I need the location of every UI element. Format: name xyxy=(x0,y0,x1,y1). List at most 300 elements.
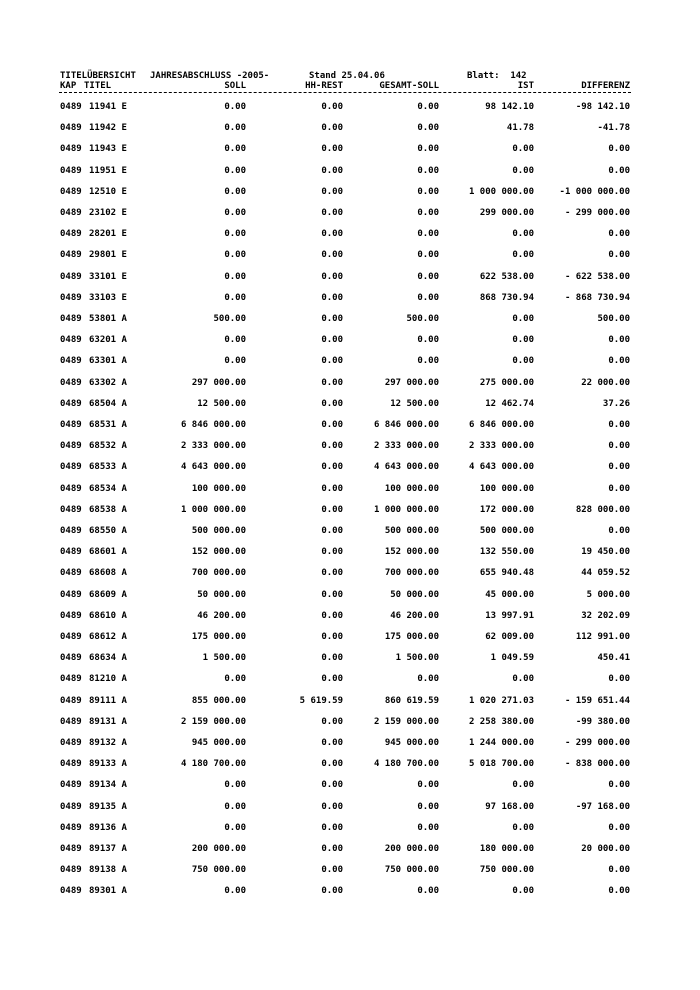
cell-differenz: - 159 651.44 xyxy=(564,695,630,706)
cell-differenz: 0.00 xyxy=(608,250,630,261)
table-row xyxy=(0,377,700,389)
cell-hh-rest: 0.00 xyxy=(321,165,343,176)
cell-titel: 68504 A xyxy=(89,398,127,409)
table-row xyxy=(0,546,700,558)
cell-titel: 68612 A xyxy=(89,632,127,642)
cell-kap: 0489 xyxy=(60,738,82,748)
cell-differenz: 828 000.00 xyxy=(575,504,630,515)
cell-ist: 0.00 xyxy=(512,674,534,685)
cell-gesamt-soll: 4 643 000.00 xyxy=(373,462,439,473)
cell-titel: 63201 A xyxy=(89,335,127,346)
table-row xyxy=(0,440,700,452)
cell-kap: 0489 xyxy=(60,377,82,388)
cell-ist: 13 997.91 xyxy=(485,610,534,621)
cell-soll: 0.00 xyxy=(224,780,246,791)
cell-hh-rest: 0.00 xyxy=(321,398,343,409)
cell-gesamt-soll: 2 159 000.00 xyxy=(373,716,439,727)
cell-titel: 89131 A xyxy=(89,716,127,727)
cell-ist: 45 000.00 xyxy=(485,589,534,600)
cell-soll: 4 643 000.00 xyxy=(180,462,246,473)
cell-kap: 0489 xyxy=(60,886,82,897)
cell-gesamt-soll: 0.00 xyxy=(417,674,439,685)
cell-differenz: 0.00 xyxy=(608,483,630,494)
table-row xyxy=(0,801,700,813)
cell-gesamt-soll: 0.00 xyxy=(417,229,439,240)
table-row xyxy=(0,313,700,325)
cell-differenz: - 622 538.00 xyxy=(564,271,630,282)
cell-ist: 6 846 000.00 xyxy=(468,420,534,430)
cell-gesamt-soll: 700 000.00 xyxy=(384,568,439,579)
cell-kap: 0489 xyxy=(60,716,82,727)
table-row xyxy=(0,843,700,855)
cell-soll: 0.00 xyxy=(224,271,246,282)
cell-hh-rest: 0.00 xyxy=(321,123,343,134)
table-row xyxy=(0,207,700,219)
cell-ist: 100 000.00 xyxy=(479,483,534,494)
cell-kap: 0489 xyxy=(60,568,82,579)
cell-differenz: - 868 730.94 xyxy=(564,292,630,303)
cell-differenz: 5 000.00 xyxy=(586,589,630,600)
cell-hh-rest: 0.00 xyxy=(321,335,343,346)
table-row xyxy=(0,355,700,367)
table-row xyxy=(0,567,700,579)
table-row xyxy=(0,737,700,749)
cell-ist: 655 940.48 xyxy=(479,568,534,579)
cell-differenz: 0.00 xyxy=(608,420,630,430)
table-row xyxy=(0,271,700,283)
cell-soll: 750 000.00 xyxy=(191,865,246,876)
cell-hh-rest: 0.00 xyxy=(321,462,343,473)
cell-gesamt-soll: 46 200.00 xyxy=(390,610,439,621)
cell-ist: 1 244 000.00 xyxy=(468,738,534,748)
table-row xyxy=(0,652,700,664)
cell-hh-rest: 0.00 xyxy=(321,250,343,261)
cell-hh-rest: 0.00 xyxy=(321,208,343,218)
cell-ist: 0.00 xyxy=(512,250,534,261)
cell-kap: 0489 xyxy=(60,801,82,812)
cell-kap: 0489 xyxy=(60,271,82,282)
cell-soll: 12 500.00 xyxy=(197,398,246,409)
table-row xyxy=(0,334,700,346)
cell-hh-rest: 0.00 xyxy=(321,420,343,430)
cell-soll: 100 000.00 xyxy=(191,483,246,494)
table-row xyxy=(0,822,700,834)
cell-gesamt-soll: 0.00 xyxy=(417,335,439,346)
cell-titel: 11941 E xyxy=(89,102,127,112)
cell-differenz: -1 000 000.00 xyxy=(559,186,630,197)
table-row xyxy=(0,186,700,198)
cell-titel: 68601 A xyxy=(89,547,127,558)
table-row xyxy=(0,589,700,601)
report-date: Stand 25.04.06 xyxy=(309,71,385,81)
cell-differenz: 0.00 xyxy=(608,165,630,176)
cell-differenz: 0.00 xyxy=(608,822,630,833)
page-number: Blatt: 142 xyxy=(467,71,527,81)
cell-kap: 0489 xyxy=(60,356,82,367)
cell-gesamt-soll: 0.00 xyxy=(417,292,439,303)
cell-titel: 89136 A xyxy=(89,822,127,833)
cell-hh-rest: 0.00 xyxy=(321,865,343,876)
cell-titel: 11943 E xyxy=(89,144,127,155)
table-row xyxy=(0,716,700,728)
table-row xyxy=(0,610,700,622)
cell-ist: 0.00 xyxy=(512,335,534,346)
cell-ist: 5 018 700.00 xyxy=(468,759,534,770)
cell-differenz: 450.41 xyxy=(597,653,630,664)
cell-titel: 29801 E xyxy=(89,250,127,261)
cell-soll: 0.00 xyxy=(224,886,246,897)
cell-gesamt-soll: 1 500.00 xyxy=(395,653,439,664)
cell-gesamt-soll: 1 000 000.00 xyxy=(373,504,439,515)
cell-soll: 175 000.00 xyxy=(191,632,246,642)
cell-soll: 4 180 700.00 xyxy=(180,759,246,770)
cell-gesamt-soll: 860 619.59 xyxy=(384,695,439,706)
cell-hh-rest: 0.00 xyxy=(321,674,343,685)
cell-hh-rest: 0.00 xyxy=(321,780,343,791)
column-header-soll: SOLL xyxy=(224,81,246,91)
table-row xyxy=(0,631,700,643)
cell-gesamt-soll: 0.00 xyxy=(417,208,439,218)
cell-soll: 855 000.00 xyxy=(191,695,246,706)
cell-hh-rest: 0.00 xyxy=(321,314,343,324)
cell-soll: 0.00 xyxy=(224,144,246,155)
cell-kap: 0489 xyxy=(60,844,82,854)
table-row xyxy=(0,249,700,261)
column-header-ist: IST xyxy=(517,81,534,91)
cell-ist: 299 000.00 xyxy=(479,208,534,218)
cell-titel: 68550 A xyxy=(89,526,127,536)
report-subtitle: JAHRESABSCHLUSS -2005- xyxy=(150,71,270,81)
cell-kap: 0489 xyxy=(60,250,82,261)
cell-gesamt-soll: 0.00 xyxy=(417,186,439,197)
cell-differenz: - 838 000.00 xyxy=(564,759,630,770)
table-row xyxy=(0,419,700,431)
cell-titel: 23102 E xyxy=(89,208,127,218)
cell-differenz: -41.78 xyxy=(597,123,630,134)
cell-kap: 0489 xyxy=(60,547,82,558)
cell-differenz: -97 168.00 xyxy=(575,801,630,812)
cell-hh-rest: 0.00 xyxy=(321,547,343,558)
cell-differenz: 0.00 xyxy=(608,780,630,791)
cell-soll: 0.00 xyxy=(224,229,246,240)
table-row xyxy=(0,461,700,473)
cell-kap: 0489 xyxy=(60,632,82,642)
cell-soll: 0.00 xyxy=(224,250,246,261)
cell-differenz: 19 450.00 xyxy=(581,547,630,558)
cell-kap: 0489 xyxy=(60,144,82,155)
cell-kap: 0489 xyxy=(60,780,82,791)
cell-hh-rest: 0.00 xyxy=(321,759,343,770)
cell-differenz: 0.00 xyxy=(608,526,630,536)
cell-hh-rest: 0.00 xyxy=(321,653,343,664)
cell-hh-rest: 0.00 xyxy=(321,822,343,833)
cell-kap: 0489 xyxy=(60,759,82,770)
cell-soll: 700 000.00 xyxy=(191,568,246,579)
cell-differenz: - 299 000.00 xyxy=(564,208,630,218)
cell-ist: 0.00 xyxy=(512,356,534,367)
cell-titel: 68609 A xyxy=(89,589,127,600)
cell-soll: 0.00 xyxy=(224,822,246,833)
cell-kap: 0489 xyxy=(60,695,82,706)
cell-hh-rest: 0.00 xyxy=(321,801,343,812)
cell-titel: 89132 A xyxy=(89,738,127,748)
cell-gesamt-soll: 50 000.00 xyxy=(390,589,439,600)
cell-hh-rest: 0.00 xyxy=(321,292,343,303)
cell-ist: 1 049.59 xyxy=(490,653,534,664)
cell-hh-rest: 0.00 xyxy=(321,377,343,388)
cell-hh-rest: 0.00 xyxy=(321,738,343,748)
cell-kap: 0489 xyxy=(60,441,82,452)
cell-differenz: 0.00 xyxy=(608,886,630,897)
cell-gesamt-soll: 0.00 xyxy=(417,886,439,897)
cell-soll: 297 000.00 xyxy=(191,377,246,388)
cell-ist: 868 730.94 xyxy=(479,292,534,303)
cell-soll: 0.00 xyxy=(224,801,246,812)
cell-soll: 500 000.00 xyxy=(191,526,246,536)
cell-titel: 89111 A xyxy=(89,695,127,706)
cell-ist: 98 142.10 xyxy=(485,102,534,112)
cell-ist: 2 258 380.00 xyxy=(468,716,534,727)
cell-titel: 89134 A xyxy=(89,780,127,791)
cell-titel: 89135 A xyxy=(89,801,127,812)
cell-ist: 0.00 xyxy=(512,229,534,240)
cell-soll: 200 000.00 xyxy=(191,844,246,854)
table-row xyxy=(0,864,700,876)
cell-gesamt-soll: 0.00 xyxy=(417,165,439,176)
cell-gesamt-soll: 500.00 xyxy=(406,314,439,324)
cell-soll: 1 000 000.00 xyxy=(180,504,246,515)
cell-hh-rest: 0.00 xyxy=(321,504,343,515)
cell-titel: 68608 A xyxy=(89,568,127,579)
cell-ist: 12 462.74 xyxy=(485,398,534,409)
cell-ist: 172 000.00 xyxy=(479,504,534,515)
cell-hh-rest: 0.00 xyxy=(321,483,343,494)
cell-kap: 0489 xyxy=(60,292,82,303)
cell-gesamt-soll: 0.00 xyxy=(417,144,439,155)
cell-differenz: -99 380.00 xyxy=(575,716,630,727)
cell-differenz: 112 991.00 xyxy=(575,632,630,642)
cell-hh-rest: 5 619.59 xyxy=(299,695,343,706)
cell-hh-rest: 0.00 xyxy=(321,526,343,536)
cell-hh-rest: 0.00 xyxy=(321,844,343,854)
cell-hh-rest: 0.00 xyxy=(321,441,343,452)
cell-kap: 0489 xyxy=(60,165,82,176)
cell-titel: 68531 A xyxy=(89,420,127,430)
cell-soll: 0.00 xyxy=(224,123,246,134)
cell-gesamt-soll: 152 000.00 xyxy=(384,547,439,558)
cell-ist: 0.00 xyxy=(512,780,534,791)
cell-differenz: 500.00 xyxy=(597,314,630,324)
table-row xyxy=(0,483,700,495)
cell-titel: 11942 E xyxy=(89,123,127,134)
table-row xyxy=(0,758,700,770)
cell-hh-rest: 0.00 xyxy=(321,716,343,727)
cell-ist: 0.00 xyxy=(512,822,534,833)
cell-titel: 53801 A xyxy=(89,314,127,324)
cell-kap: 0489 xyxy=(60,610,82,621)
table-row xyxy=(0,228,700,240)
table-row xyxy=(0,101,700,113)
cell-titel: 33101 E xyxy=(89,271,127,282)
cell-gesamt-soll: 945 000.00 xyxy=(384,738,439,748)
cell-gesamt-soll: 200 000.00 xyxy=(384,844,439,854)
cell-gesamt-soll: 100 000.00 xyxy=(384,483,439,494)
cell-differenz: 0.00 xyxy=(608,229,630,240)
cell-titel: 89137 A xyxy=(89,844,127,854)
cell-kap: 0489 xyxy=(60,186,82,197)
column-header-hh-rest: HH-REST xyxy=(305,81,343,91)
cell-kap: 0489 xyxy=(60,314,82,324)
cell-gesamt-soll: 6 846 000.00 xyxy=(373,420,439,430)
cell-gesamt-soll: 0.00 xyxy=(417,780,439,791)
cell-gesamt-soll: 12 500.00 xyxy=(390,398,439,409)
cell-gesamt-soll: 0.00 xyxy=(417,271,439,282)
cell-gesamt-soll: 0.00 xyxy=(417,102,439,112)
cell-differenz: 0.00 xyxy=(608,865,630,876)
cell-soll: 0.00 xyxy=(224,102,246,112)
cell-gesamt-soll: 0.00 xyxy=(417,801,439,812)
cell-titel: 63302 A xyxy=(89,377,127,388)
cell-gesamt-soll: 297 000.00 xyxy=(384,377,439,388)
cell-ist: 0.00 xyxy=(512,165,534,176)
cell-ist: 622 538.00 xyxy=(479,271,534,282)
cell-differenz: 22 000.00 xyxy=(581,377,630,388)
cell-kap: 0489 xyxy=(60,526,82,536)
cell-hh-rest: 0.00 xyxy=(321,886,343,897)
cell-hh-rest: 0.00 xyxy=(321,589,343,600)
table-row xyxy=(0,165,700,177)
cell-titel: 89138 A xyxy=(89,865,127,876)
cell-soll: 50 000.00 xyxy=(197,589,246,600)
cell-titel: 68634 A xyxy=(89,653,127,664)
cell-titel: 28201 E xyxy=(89,229,127,240)
cell-ist: 0.00 xyxy=(512,144,534,155)
cell-soll: 0.00 xyxy=(224,292,246,303)
cell-ist: 132 550.00 xyxy=(479,547,534,558)
cell-kap: 0489 xyxy=(60,589,82,600)
cell-soll: 2 159 000.00 xyxy=(180,716,246,727)
cell-ist: 4 643 000.00 xyxy=(468,462,534,473)
cell-titel: 63301 A xyxy=(89,356,127,367)
report-title: TITELÜBERSICHT xyxy=(60,71,136,81)
table-row xyxy=(0,885,700,897)
table-row xyxy=(0,292,700,304)
cell-gesamt-soll: 4 180 700.00 xyxy=(373,759,439,770)
cell-ist: 2 333 000.00 xyxy=(468,441,534,452)
table-row xyxy=(0,673,700,685)
table-row xyxy=(0,398,700,410)
cell-kap: 0489 xyxy=(60,462,82,473)
column-header-gesamt-soll: GESAMT-SOLL xyxy=(379,81,439,91)
cell-kap: 0489 xyxy=(60,483,82,494)
table-row xyxy=(0,695,700,707)
cell-kap: 0489 xyxy=(60,229,82,240)
cell-hh-rest: 0.00 xyxy=(321,356,343,367)
header-separator xyxy=(59,92,631,93)
cell-gesamt-soll: 0.00 xyxy=(417,123,439,134)
cell-soll: 152 000.00 xyxy=(191,547,246,558)
cell-gesamt-soll: 500 000.00 xyxy=(384,526,439,536)
cell-ist: 275 000.00 xyxy=(479,377,534,388)
cell-differenz: 0.00 xyxy=(608,335,630,346)
cell-kap: 0489 xyxy=(60,102,82,112)
cell-ist: 180 000.00 xyxy=(479,844,534,854)
cell-gesamt-soll: 2 333 000.00 xyxy=(373,441,439,452)
cell-titel: 89133 A xyxy=(89,759,127,770)
cell-gesamt-soll: 0.00 xyxy=(417,356,439,367)
cell-kap: 0489 xyxy=(60,123,82,134)
cell-soll: 0.00 xyxy=(224,674,246,685)
cell-soll: 46 200.00 xyxy=(197,610,246,621)
cell-hh-rest: 0.00 xyxy=(321,144,343,155)
cell-differenz: -98 142.10 xyxy=(575,102,630,112)
cell-soll: 1 500.00 xyxy=(202,653,246,664)
cell-ist: 1 000 000.00 xyxy=(468,186,534,197)
cell-ist: 41.78 xyxy=(506,123,534,134)
table-row xyxy=(0,122,700,134)
cell-ist: 500 000.00 xyxy=(479,526,534,536)
cell-kap: 0489 xyxy=(60,335,82,346)
cell-soll: 500.00 xyxy=(213,314,246,324)
cell-hh-rest: 0.00 xyxy=(321,229,343,240)
cell-differenz: 20 000.00 xyxy=(581,844,630,854)
cell-hh-rest: 0.00 xyxy=(321,186,343,197)
cell-hh-rest: 0.00 xyxy=(321,568,343,579)
cell-kap: 0489 xyxy=(60,208,82,218)
cell-ist: 1 020 271.03 xyxy=(468,695,534,706)
column-header-kap: KAP xyxy=(60,81,77,91)
table-row xyxy=(0,779,700,791)
cell-differenz: 0.00 xyxy=(608,144,630,155)
cell-gesamt-soll: 750 000.00 xyxy=(384,865,439,876)
cell-differenz: 0.00 xyxy=(608,441,630,452)
cell-titel: 89301 A xyxy=(89,886,127,897)
cell-hh-rest: 0.00 xyxy=(321,102,343,112)
cell-differenz: 0.00 xyxy=(608,356,630,367)
cell-titel: 68533 A xyxy=(89,462,127,473)
table-row xyxy=(0,143,700,155)
cell-differenz: - 299 000.00 xyxy=(564,738,630,748)
cell-titel: 68534 A xyxy=(89,483,127,494)
cell-kap: 0489 xyxy=(60,674,82,685)
cell-hh-rest: 0.00 xyxy=(321,610,343,621)
cell-gesamt-soll: 175 000.00 xyxy=(384,632,439,642)
cell-hh-rest: 0.00 xyxy=(321,632,343,642)
cell-ist: 750 000.00 xyxy=(479,865,534,876)
cell-titel: 68532 A xyxy=(89,441,127,452)
cell-kap: 0489 xyxy=(60,865,82,876)
cell-ist: 62 009.00 xyxy=(485,632,534,642)
cell-ist: 0.00 xyxy=(512,886,534,897)
cell-gesamt-soll: 0.00 xyxy=(417,250,439,261)
cell-hh-rest: 0.00 xyxy=(321,271,343,282)
column-header-differenz: DIFFERENZ xyxy=(581,81,630,91)
cell-differenz: 0.00 xyxy=(608,462,630,473)
cell-differenz: 0.00 xyxy=(608,674,630,685)
cell-ist: 0.00 xyxy=(512,314,534,324)
cell-soll: 0.00 xyxy=(224,335,246,346)
cell-titel: 33103 E xyxy=(89,292,127,303)
cell-gesamt-soll: 0.00 xyxy=(417,822,439,833)
cell-soll: 0.00 xyxy=(224,186,246,197)
cell-kap: 0489 xyxy=(60,398,82,409)
cell-soll: 2 333 000.00 xyxy=(180,441,246,452)
cell-titel: 81210 A xyxy=(89,674,127,685)
cell-soll: 945 000.00 xyxy=(191,738,246,748)
cell-kap: 0489 xyxy=(60,420,82,430)
cell-soll: 0.00 xyxy=(224,356,246,367)
cell-titel: 11951 E xyxy=(89,165,127,176)
